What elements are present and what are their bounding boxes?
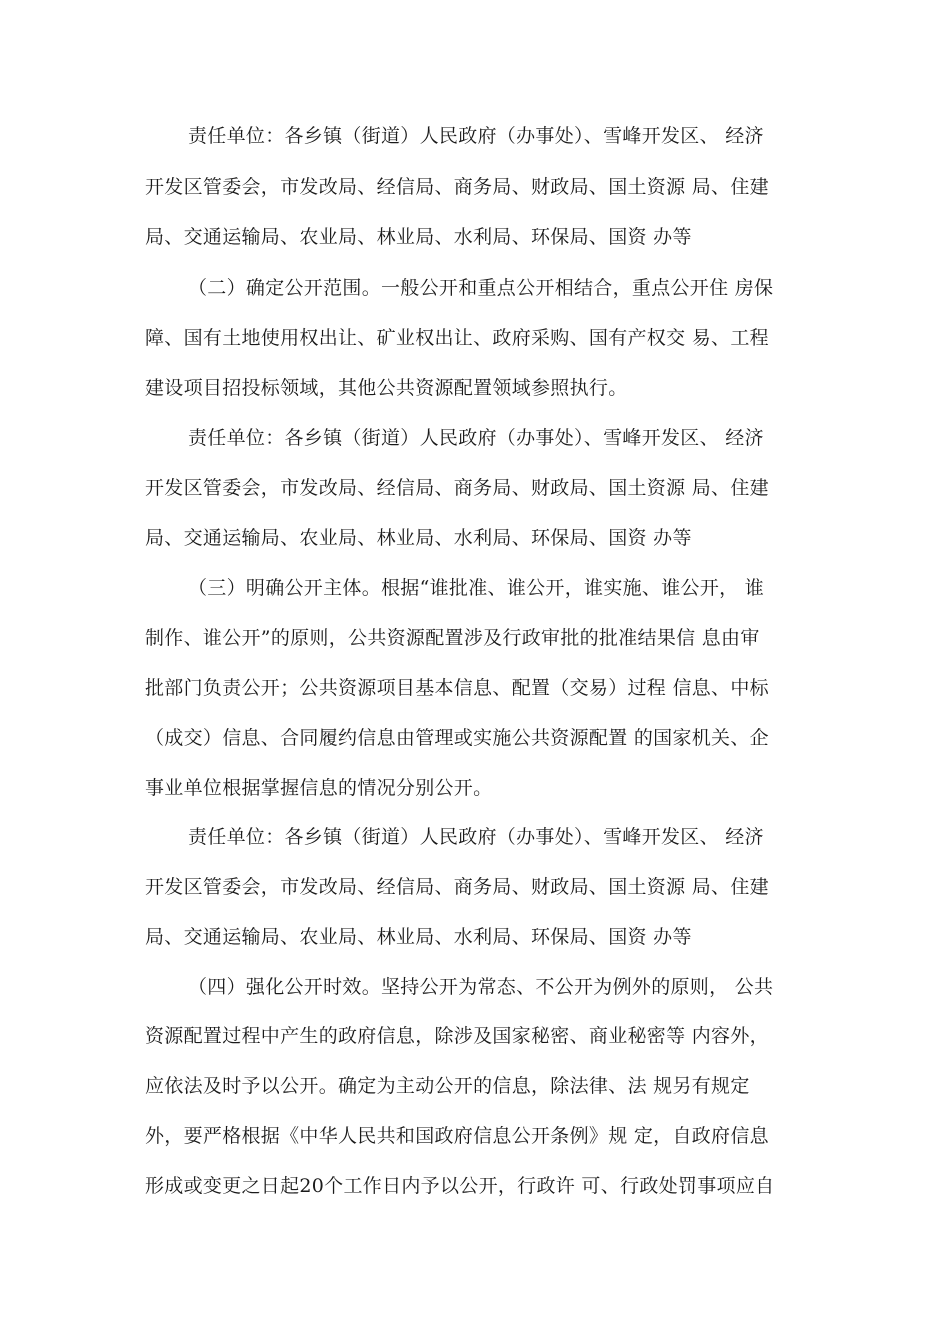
text-line: （三）明确公开主体。根据“谁批准、谁公开，谁实施、谁公开， 谁 xyxy=(188,577,765,599)
text-line: 应依法及时予以公开。确定为主动公开的信息，除法律、法 规另有规定 xyxy=(145,1075,750,1097)
text-line: 批部门负责公开；公共资源项目基本信息、配置（交易）过程 信息、中标 xyxy=(145,677,769,699)
text-line: 障、国有土地使用权出让、矿业权出让、政府采购、国有产权交 易、工程 xyxy=(145,327,769,349)
text-line: （四）强化公开时效。坚持公开为常态、不公开为例外的原则， 公共 xyxy=(188,976,774,998)
text-line: 开发区管委会，市发改局、经信局、商务局、财政局、国土资源 局、住建 xyxy=(145,477,769,499)
text-line: 开发区管委会，市发改局、经信局、商务局、财政局、国土资源 局、住建 xyxy=(145,876,769,898)
text-line: 制作、谁公开”的原则，公共资源配置涉及行政审批的批准结果信 息由审 xyxy=(145,627,760,649)
text-line: 局、交通运输局、农业局、林业局、水利局、环保局、国资 办等 xyxy=(145,926,692,948)
text-line: （二）确定公开范围。一般公开和重点公开相结合，重点公开住 房保 xyxy=(188,277,774,299)
text-line: 资源配置过程中产生的政府信息，除涉及国家秘密、商业秘密等 内容外， xyxy=(145,1025,769,1047)
text-line: （成交）信息、合同履约信息由管理或实施公共资源配置 的国家机关、企 xyxy=(145,727,769,749)
text-line: 形成或变更之日起20个工作日内予以公开，行政许 可、行政处罚事项应自 xyxy=(145,1175,775,1197)
text-line: 责任单位：各乡镇（街道）人民政府（办事处）、雪峰开发区、 经济 xyxy=(188,826,764,848)
text-line: 局、交通运输局、农业局、林业局、水利局、环保局、国资 办等 xyxy=(145,527,692,549)
text-line: 开发区管委会，市发改局、经信局、商务局、财政局、国土资源 局、住建 xyxy=(145,176,769,198)
text-line: 责任单位：各乡镇（街道）人民政府（办事处）、雪峰开发区、 经济 xyxy=(188,427,764,449)
text-line: 责任单位：各乡镇（街道）人民政府（办事处）、雪峰开发区、 经济 xyxy=(188,125,764,147)
text-line: 事业单位根据掌握信息的情况分别公开。 xyxy=(145,777,493,799)
text-line: 建设项目招投标领域，其他公共资源配置领域参照执行。 xyxy=(145,377,628,399)
text-line: 局、交通运输局、农业局、林业局、水利局、环保局、国资 办等 xyxy=(145,226,692,248)
text-line: 外，要严格根据《中华人民共和国政府信息公开条例》规 定，自政府信息 xyxy=(145,1125,769,1147)
